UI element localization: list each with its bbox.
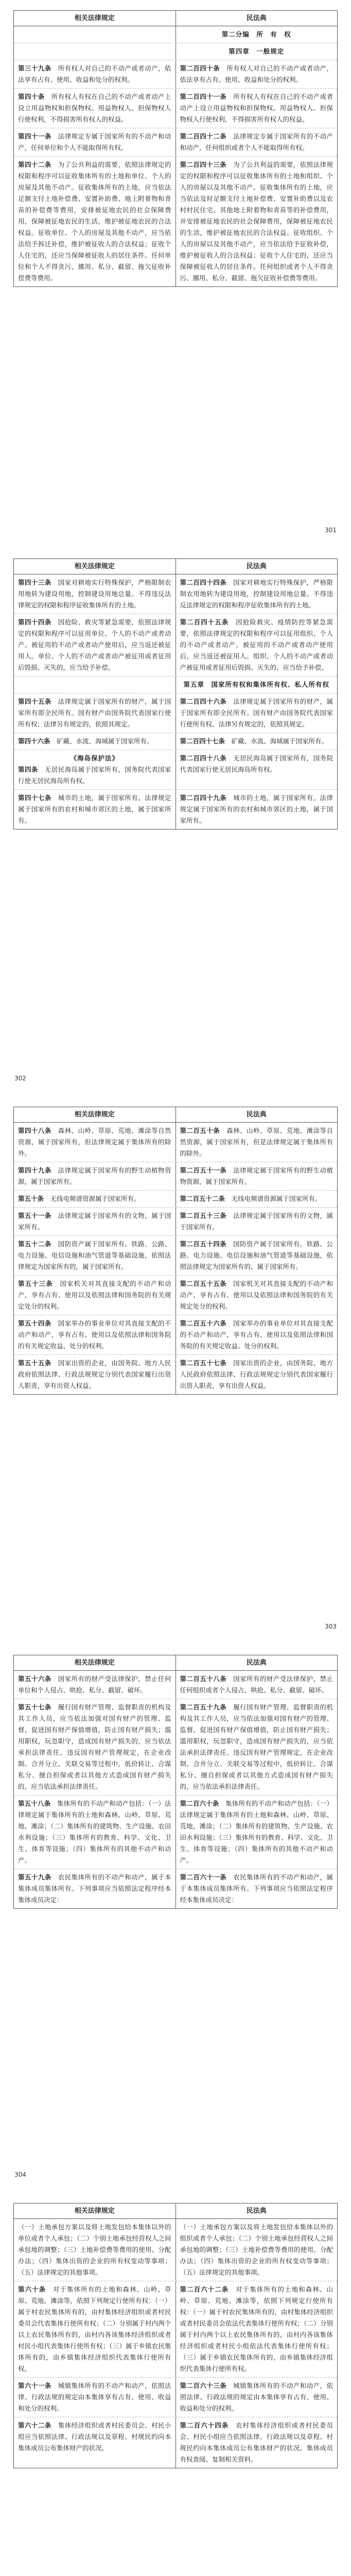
civil-code-cell [176,1699,338,1795]
table-row [14,1869,337,1908]
article-body: 国家所有的财产受法律保护，禁止任何单位和个人侵占、哄抢、私分、截留、破坏。 [18,1675,171,1694]
section-heading: 《海岛保护法》 [70,754,119,762]
article-text [18,2420,171,2454]
article-text [180,1239,334,1273]
article-number: 第三十九条 [18,64,58,72]
article-number: 第四十八条 [18,1127,58,1134]
related-law-cell [14,2417,176,2468]
comparison-table [13,558,338,829]
article-text [180,696,334,730]
comparison-table [13,1107,338,1395]
article-body: 集体所有的不动产和动产包括：（一）法律规定属于集体所有的土地和森林、山岭、草原、荒地、滩涂；（二）集体所有的建筑物、生产设施、农田水利设施；（三）集体所有的教育、科学、文化、卫生、体育等设施；（四）集体所有的其他不动产和动产。 [18,1800,171,1864]
table-row [14,733,337,750]
article-text [180,1673,334,1696]
document-page [0,2193,351,2576]
article-number: 第二百五十六条 [180,1319,234,1327]
header-related-law: 相关法律规定 [14,11,176,26]
table-row [14,1162,337,1190]
article-body: 所有权人有权在自己的不动产或者动产上设立用益物权和担保物权。用益物权人、担保物权人行使权利，不得损害所有权人的权益。 [180,93,333,123]
related-law-cell [14,1208,176,1235]
article-number: 第二百四十条 [180,64,227,72]
page-number: 302 [14,1075,26,1082]
article-body: 对于集体所有的土地和森林、山岭、草原、荒地、滩涂等，依照下列规定行使所有权：（一）属于村农民集体所有的，由村集体经济组织或者村民委员会代表集体行使所有权；（二）分别属于村内两个以上农民集体所有的，由村内各该集体经济组织或者村民小组代表集体行使所有权；（三）属于乡镇农民集体所有的，由乡镇集体经济组织代表集体行使所有权。 [18,2285,171,2372]
civil-code-cell [176,614,338,676]
article-body: 国家出资的企业，由国务院、地方人民政府依照法律、行政法规规定分别代表国家履行出资人职责，享有出资人权益。 [180,1359,333,1389]
civil-code-cell [176,1355,338,1394]
related-law-cell [14,89,176,128]
article-text [18,2380,171,2414]
article-body: 法律规定专属于国家所有的不动产和动产，任何组织或者个人不能取得所有权。 [180,132,333,151]
document-page [0,0,351,539]
article-body: 无线电频谱资源属于国家所有。 [231,1195,322,1202]
related-law-cell [14,128,176,156]
header-civil-code: 民法典 [246,563,267,570]
article-number: 第二百四十六条 [180,698,234,705]
article-text [18,1872,171,1906]
civil-code-cell [176,26,338,43]
article-body: 法律规定属于国家所有的野生动植物资源，属于国家所有。 [18,1166,171,1185]
article-body: 国家所有的财产受法律保护，禁止任何组织或者个人侵占、哄抢、私分、截留、破坏。 [180,1675,333,1694]
section-heading: 第五章 国家所有权和集体所有权、私人所有权 [183,681,329,688]
article-text [18,577,171,611]
article-number: 第六十二条 [18,2421,58,2429]
article-number: 第二百四十九条 [180,794,234,802]
article-text [18,1673,171,1696]
header-civil-code: 民法典 [246,1111,267,1118]
civil-code-cell [176,1315,338,1354]
article-number: 第二百六十条 [180,1800,226,1807]
related-law-cell [14,60,176,88]
civil-code-cell [176,790,338,829]
civil-code-cell [176,2378,338,2417]
article-text [18,1239,171,1273]
article-text [180,1358,334,1392]
article-text [180,1798,334,1866]
table-row [14,60,337,88]
page-number: 304 [14,2171,26,2178]
table-row [14,1190,337,1207]
civil-code-cell [176,89,338,128]
table-row [14,1354,337,1394]
article-text [18,1318,171,1352]
article-number: 第四十条 [18,93,51,100]
article-number: 第五十五条 [18,1359,58,1367]
article-body: （一）土地承包方案以及将土地发包给本集体以外的单位或者个人承包；（二）个别土地承包经营权人之间承包地的调整；（三）土地补偿费等费用的使用、分配办法；（四）集体出资的企业的所有权变动等事项；（五）法律规定的其他事项。 [18,2223,171,2276]
article-body: 为了公共利益的需要，依照法律规定的权限和程序可以征收集体所有的土地和单位、个人的房屋及其他不动产。征收集体所有的土地，应当依法足额支付土地补偿费、安置补助费、地上附着物和青苗的补偿费等费用，安排被征地农民的社会保障费用，保障被征地农民的生活，维护被征地农民的合法权益。征收单位、个人的房屋及其他不动产，应当依法给予拆迁补偿，维护被征收人的合法权益；征收个人住宅的，还应当保障被征收人的居住条件。任何单位和个人不得贪污、挪用、私分、截留、拖欠征收补偿费等费用。 [18,161,171,282]
article-number: 第二百五十条 [180,1127,227,1134]
table-row [14,1123,337,1162]
page-number: 303 [325,1623,337,1630]
civil-code-cell [176,1236,338,1275]
article-text [18,63,171,86]
related-law-cell [14,733,176,750]
article-text [18,764,171,787]
article-text [18,1358,171,1392]
article-body: 城市的土地，属于国家所有。法律规定属于国家所有的农村和城市郊区的土地，属于国家所有。 [180,794,333,824]
article-text [18,1193,171,1205]
table-row [14,614,337,676]
civil-code-cell [176,60,338,88]
section-heading: 第二分编 所 有 权 [221,30,291,38]
article-body: 国家对耕地实行特殊保护，严格限制农用地转为建设用地，控制建设用地总量。不得违反法律规定的权限和程序征收集体所有的土地。 [18,579,171,609]
related-law-cell [14,1671,176,1699]
table-row [14,26,337,43]
article-text [180,1193,334,1205]
article-body: 城镇集体所有的不动产和动产，依照法律、行政法规的规定由本集体享有占有、使用、收益和处分的权利。 [180,2382,333,2412]
related-law-cell [14,1276,176,1315]
article-number: 第四条 [18,766,45,773]
article-body: 城镇集体所有的不动产和动产，依照法律、行政法规的规定由本集体享有占有、使用、收益和处分的权利。 [18,2382,171,2412]
article-number: 第四十六条 [18,737,57,745]
article-number: 第五十条 [18,1195,50,1202]
article-body: 国防资产属于国家所有。铁路、公路、电力设施、电信设施和油气管道等基础设施，依照法律规定为国家所有的，属于国家所有。 [18,1240,171,1270]
article-body: 国家机关对其直接支配的不动产和动产，享有占有、使用以及依照法律和国务院的有关规定处分的权利。 [180,1280,333,1310]
table-row [14,2377,337,2417]
civil-code-cell [176,574,338,614]
comparison-table [13,10,338,287]
related-law-cell [14,1315,176,1354]
article-text [180,577,334,611]
article-number: 第五十一条 [18,1212,58,1219]
table-row [14,1207,337,1235]
article-text [180,2380,334,2414]
table-row [14,2219,337,2281]
header-civil-code: 民法典 [246,1659,267,1667]
article-body: 矿藏、水流、海域属于国家所有。 [57,737,153,745]
article-body: 无线电频谱资源属于国家所有。 [50,1195,141,1202]
related-law-cell [14,693,176,733]
article-body: 国防资产属于国家所有。铁路、公路、电力设施、电信设施和油气管道等基础设施，依照法律规定为国家所有的，属于国家所有。 [180,1240,333,1270]
related-law-cell [14,2219,176,2281]
table-row [14,574,337,614]
table-header [14,11,337,26]
civil-code-cell [176,1869,338,1908]
article-number: 第五十四条 [18,1319,58,1327]
article-text [18,1125,171,1159]
article-text [180,159,334,284]
article-number: 第二百五十五条 [180,1280,234,1287]
article-text [18,696,171,730]
article-number: 第五十九条 [18,1873,58,1881]
article-body: 矿藏、水流、海域属于国家所有。 [231,737,328,745]
civil-code-cell [176,1162,338,1190]
comparison-table [13,1655,338,1909]
table-row [14,750,337,789]
civil-code-cell [176,1276,338,1315]
table-row [14,2417,337,2468]
article-body: 森林、山岭、草原、荒地、滩涂等自然资源，属于国家所有，但是法律规定属于集体所有的除外。 [180,1127,333,1157]
article-number: 第二百六十三条 [180,2382,234,2389]
table-row [14,1671,337,1699]
related-law-cell [14,790,176,829]
article-text [180,1125,334,1159]
article-text [18,617,171,673]
article-number: 第二百四十三条 [180,161,234,168]
article-body: 履行国有财产管理、监督职责的机构及其工作人员，应当依法加强对国有财产的管理、监督，促进国有财产保值增值，防止国有财产损失；滥用职权，玩忽职守，造成国有财产损失的，应当依法承担法律责任。违反国有财产管理规定，在企业改制、合并分立、关联交易等过程中，低价转让、合谋私分、擅自担保或者以其他方式造成国有财产损失的，应当依法承担法律责任。 [180,1703,333,1790]
article-text [18,91,171,125]
article-text [18,1798,171,1866]
article-text [18,1278,171,1312]
related-law-cell [14,1123,176,1162]
page-gap [0,1635,351,1645]
header-civil-code: 民法典 [246,2207,267,2215]
related-law-cell [14,1355,176,1394]
article-number: 第二百六十一条 [180,1873,234,1881]
article-body: 森林、山岭、草原、荒地、滩涂等自然资源，属于国家所有，但法律规定属于集体所有的除外。 [18,1127,171,1157]
article-number: 第二百五十九条 [180,1703,234,1711]
article-body: 所有权人对自己的不动产或者动产，依法享有占有、使用、收益和处分的权利。 [18,64,171,83]
article-body: 法律规定属于国家所有的财产，属于国家所有即全民所有。国有财产由国务院代表国家行使所有权。法律另有规定的，依照其规定。 [180,698,333,728]
article-number: 第四十七条 [18,794,58,802]
article-text [180,1318,334,1352]
related-law-cell [14,1236,176,1275]
article-body: 对于集体所有的土地和森林、山岭、草原、荒地、滩涂等，依照下列规定行使所有权：（一）属于村农民集体所有的，由村集体经济组织或者村民委员会依法代表集体行使所有权；（二）分别属于村内两个以上农民集体所有的，由村内各该集体经济组织或者村民小组依法代表集体行使所有权；（三）属于乡镇农民集体所有的，由乡镇集体经济组织代表集体行使所有权。 [180,2285,333,2372]
table-header [14,2204,337,2219]
article-body: 国家举办的事业单位对其直接支配的不动产和动产，享有占有、使用以及依照法律和国务院的有关规定收益、处分的权利。 [18,1319,171,1350]
article-body: 法律规定专属于国家所有的不动产和动产，任何单位和个人不能取得所有权。 [18,132,171,151]
page-number: 301 [325,527,337,534]
table-row [14,88,337,128]
civil-code-cell [176,1671,338,1699]
article-body: 国家举办的事业单位对其直接支配的不动产和动产，享有占有、使用以及依照法律和国务院的有关规定收益、处分的权利。 [180,1319,333,1350]
document-page [0,548,351,1087]
table-header [14,1107,337,1123]
article-text [180,792,334,826]
related-law-cell [14,1699,176,1795]
article-text [18,736,171,747]
article-number: 第二百五十四条 [180,1240,234,1248]
article-body: （一）土地承包方案以及将土地发包给本集体以外的组织或者个人承包；（二）个别土地承包经营权人之间承包地的调整；（三）土地补偿费等费用的使用、分配办法；（四）集体出资的企业的所有权变动等事项；（五）法律规定的其他事项。 [180,2223,333,2276]
related-law-cell [14,2281,176,2377]
civil-code-cell [176,157,338,286]
civil-code-cell [176,128,338,156]
article-number: 第六十条 [18,2285,53,2293]
article-text [180,2222,334,2278]
related-law-cell [14,2378,176,2417]
article-text [18,1210,171,1233]
article-number: 第五十二条 [18,1240,58,1248]
article-text [180,1278,334,1312]
article-number: 第二百四十一条 [180,93,234,100]
article-body: 城市的土地，属于国家所有。法律规定属于国家所有的农村和城市郊区的土地，属于国家所有。 [18,794,171,824]
related-law-cell [14,676,176,693]
related-law-cell [14,43,176,60]
article-body: 法律规定属于国家所有的文物，属于国家所有。 [180,1212,333,1231]
article-text [180,2284,334,2375]
article-number: 第二百六十四条 [180,2421,236,2429]
table-row [14,2281,337,2377]
header-related-law: 相关法律规定 [14,1107,176,1122]
article-number: 第二百六十二条 [180,2285,236,2293]
article-text [180,617,334,673]
related-law-cell [14,1191,176,1207]
table-row [14,156,337,286]
article-text [180,1165,334,1188]
article-body: 无居民海岛属于国家所有，国务院代表国家行使无居民海岛所有权。 [18,766,171,785]
related-law-cell [14,1162,176,1190]
table-row [14,43,337,60]
civil-code-cell [176,2417,338,2468]
table-row [14,128,337,156]
article-text [180,753,334,775]
civil-code-cell [176,2281,338,2377]
document-page [0,1645,351,2183]
article-body: 因抢险、救灾等紧急需要，依照法律规定的权限和程序可以征用单位、个人的不动产或者动产。被征用的不动产或者动产使用后，应当返还被征用人。单位、个人的不动产或者动产被征用或者征用后毁损、灭失的，应当给予补偿。 [18,618,171,671]
article-text [180,736,334,747]
article-number: 第二百五十二条 [180,1195,232,1202]
related-law-cell [14,157,176,286]
article-text [18,792,171,826]
article-body: 所有权人有权在自己的不动产或者动产上设立用益物权和担保物权。用益物权人、担保物权人行使权利，不得损害所有权人的权益。 [18,93,171,123]
article-text [180,1872,334,1906]
article-number: 第四十九条 [18,1166,58,1174]
article-number: 第二百五十一条 [180,1166,234,1174]
civil-code-cell [176,693,338,733]
related-law-cell [14,574,176,614]
related-law-cell [14,26,176,43]
table-header [14,1655,337,1671]
article-number: 第二百五十八条 [180,1675,234,1683]
article-number: 第四十四条 [18,618,58,626]
article-number: 第二百四十八条 [180,754,234,762]
article-body: 国家机关对其直接支配的不动产和动产，享有占有、使用以及依照法律和国务院的有关规定处分的权利。 [18,1280,171,1310]
table-row [14,1315,337,1354]
header-related-law: 相关法律规定 [14,2204,176,2218]
table-row [14,1699,337,1795]
article-text [18,1702,171,1792]
article-text [180,91,334,125]
article-number: 第四十二条 [18,161,58,168]
article-text [18,1165,171,1188]
article-text [18,131,171,154]
article-text [18,2222,171,2278]
article-number: 第二百四十五条 [180,618,236,626]
civil-code-cell [176,1795,338,1869]
table-row [14,1235,337,1275]
article-text [18,159,171,284]
article-body: 所有权人对自己的不动产或者动产，依法享有占有、使用、收益和处分的权利。 [180,64,333,83]
table-row [14,676,337,693]
article-body: 农村集体经济组织或者村民委员会、村民小组应当依照法律、行政法规以及章程、村规民约向本集体成员公布集体财产的状况。集体成员有权查阅、复制相关资料。 [180,2421,333,2463]
article-body: 为了公共利益的需要，依照法律规定的权限和程序可以征收集体所有的土地和组织、个人的房屋以及其他不动产。征收集体所有的土地，应当依法及时足额支付土地补偿费、安置补助费以及农村村民住宅、其他地上附着物和青苗等的补偿费用，并安排被征地农民的社会保障费用，保障被征地农民的生活，维护被征地农民的合法权益。征收组织、个人的房屋以及其他不动产，应当依法给予征收补偿，维护被征收人的合法权益；征收个人住宅的，还应当保障被征收人的居住条件。任何组织或者个人不得贪污、挪用、私分、截留、拖欠征收补偿费等费用。 [180,161,333,282]
header-related-law: 相关法律规定 [14,559,176,574]
related-law-cell [14,614,176,676]
article-text [180,63,334,86]
article-body: 国家对耕地实行特殊保护，严格限制农用地转为建设用地，控制建设用地总量。不得违反法律规定的权限和程序征收集体所有的土地。 [180,579,333,609]
article-number: 第五十三条 [18,1280,60,1287]
article-body: 农民集体所有的不动产和动产，属于本集体成员集体所有。下列事项应当依照法定程序经本集体成员决定： [180,1873,333,1904]
civil-code-cell [176,2219,338,2281]
table-header [14,559,337,574]
article-number: 第二百五十三条 [180,1212,234,1219]
civil-code-cell [176,1123,338,1162]
article-body: 因抢险救灾、疫情防控等紧急需要，依照法律规定的权限和程序可以征用组织、个人的不动产或者动产。被征用的不动产或者动产使用后，应当返还被征用人。组织、个人的不动产或者动产被征用或者征用后毁损、灭失的，应当给予补偿。 [180,618,333,671]
article-body: 无居民海岛属于国家所有，国务院代表国家行使无居民海岛所有权。 [180,754,333,773]
article-number: 第二百四十七条 [180,737,232,745]
article-body: 集体所有的不动产和动产包括：（一）法律规定属于集体所有的土地和森林、山岭、草原、荒地、滩涂；（二）集体所有的建筑物、生产设施、农田水利设施；（三）集体所有的教育、科学、文化、卫生、体育等设施；（四）集体所有的其他不动产和动产。 [180,1800,333,1864]
article-number: 第二百五十七条 [180,1359,234,1367]
article-body: 法律规定属于国家所有的文物，属于国家所有。 [18,1212,171,1231]
article-text [180,2420,334,2465]
table-row [14,1275,337,1315]
article-number: 第四十三条 [18,579,58,586]
table-row [14,789,337,829]
civil-code-cell [176,1191,338,1207]
header-related-law: 相关法律规定 [14,1655,176,1670]
article-number: 第二百四十二条 [180,132,234,140]
section-heading: 第四章 一般规定 [229,47,285,55]
article-body: 农民集体所有的不动产和动产，属于本集体成员集体所有。下列事项应当依照法定程序经本集体成员决定： [18,1873,171,1904]
article-number: 第五十七条 [18,1703,58,1711]
article-text [180,131,334,154]
article-text [180,1210,334,1233]
related-law-cell [14,1795,176,1869]
related-law-cell [14,1869,176,1908]
civil-code-cell [176,733,338,750]
article-text [180,1702,334,1792]
civil-code-cell [176,750,338,789]
civil-code-cell [176,43,338,60]
document-page [0,1096,351,1635]
article-body: 国家出资的企业，由国务院、地方人民政府依照法律、行政法规规定分别代表国家履行出资人职责，享有出资人权益。 [18,1359,171,1389]
article-body: 履行国有财产管理、监督职责的机构及其工作人员，应当依法加强对国有财产的管理、监督，促进国有财产保值增值，防止国有财产损失；滥用职权，玩忽职守，造成国有财产损失的，应当依法承担法律责任。违反国有财产管理规定，在企业改制、合并分立、关联交易等过程中，低价转让、合谋私分、擅自担保或者以其他方式造成国有财产损失的，应当依法承担法律责任。 [18,1703,171,1790]
article-number: 第六十一条 [18,2382,58,2389]
page-gap [0,539,351,548]
table-row [14,1795,337,1869]
article-text [18,2284,171,2375]
article-body: 法律规定属于国家所有的野生动植物资源，属于国家所有。 [180,1166,333,1185]
page-gap [0,2183,351,2193]
article-number: 第五十八条 [18,1800,57,1807]
table-row [14,693,337,733]
civil-code-cell [176,1208,338,1235]
comparison-table [13,2203,338,2468]
article-body: 集体经济组织或者村民委员会、村民小组应当依照法律、行政法规以及章程、村规民约向本集体成员公布集体财产的状况。 [18,2421,171,2452]
header-civil-code: 民法典 [246,14,267,22]
article-number: 第四十五条 [18,698,58,705]
page-gap [0,1087,351,1096]
article-number: 第四十一条 [18,132,58,140]
civil-code-cell [176,676,338,693]
article-number: 第五十六条 [18,1675,58,1683]
article-number: 第二百四十四条 [180,579,234,586]
article-body: 法律规定属于国家所有的财产，属于国家所有即全民所有。国有财产由国务院代表国家行使所有权；法律另有规定的，依照其规定。 [18,698,171,728]
related-law-cell [14,750,176,789]
